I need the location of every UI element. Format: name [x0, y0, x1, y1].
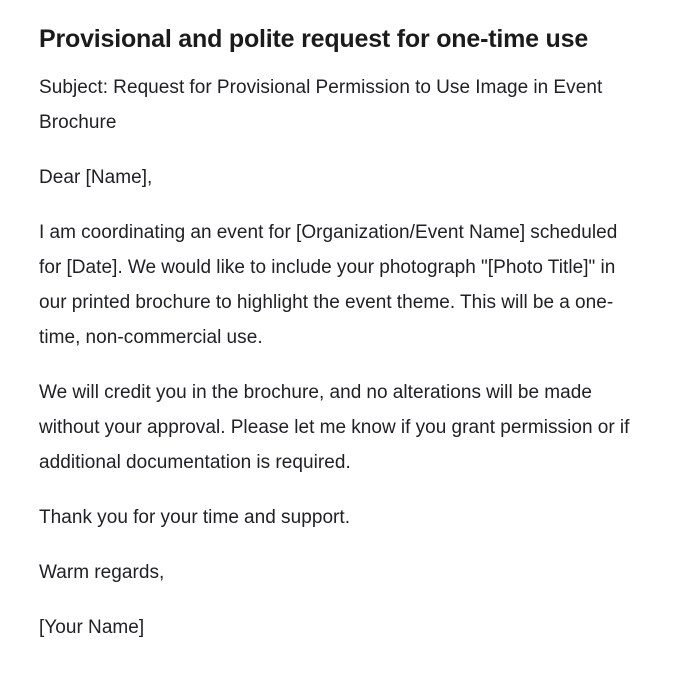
document-body: [39, 70, 639, 645]
signature-name: [Your Name]: [39, 617, 145, 638]
sign-off: Warm regards,: [39, 562, 165, 583]
body-paragraph-2: We will credit you in the brochure, and no alterations will be made without your approval. Please let me know if you grant permission or if additional documentation is required.: [39, 382, 630, 473]
page-title: Provisional and polite request for one-time use: [39, 25, 589, 53]
subject-line: Subject: Request for Provisional Permission to Use Image in Event Brochure: [39, 77, 603, 133]
salutation: Dear [Name],: [39, 167, 153, 188]
closing-thanks: Thank you for your time and support.: [39, 507, 351, 528]
body-paragraph-1: I am coordinating an event for [Organization/Event Name] scheduled for [Date]. We would like to include your photograph "[Photo Title]" in our printed brochure to highlight the event theme. This will be a one-time, non-commercial use.: [39, 222, 618, 348]
